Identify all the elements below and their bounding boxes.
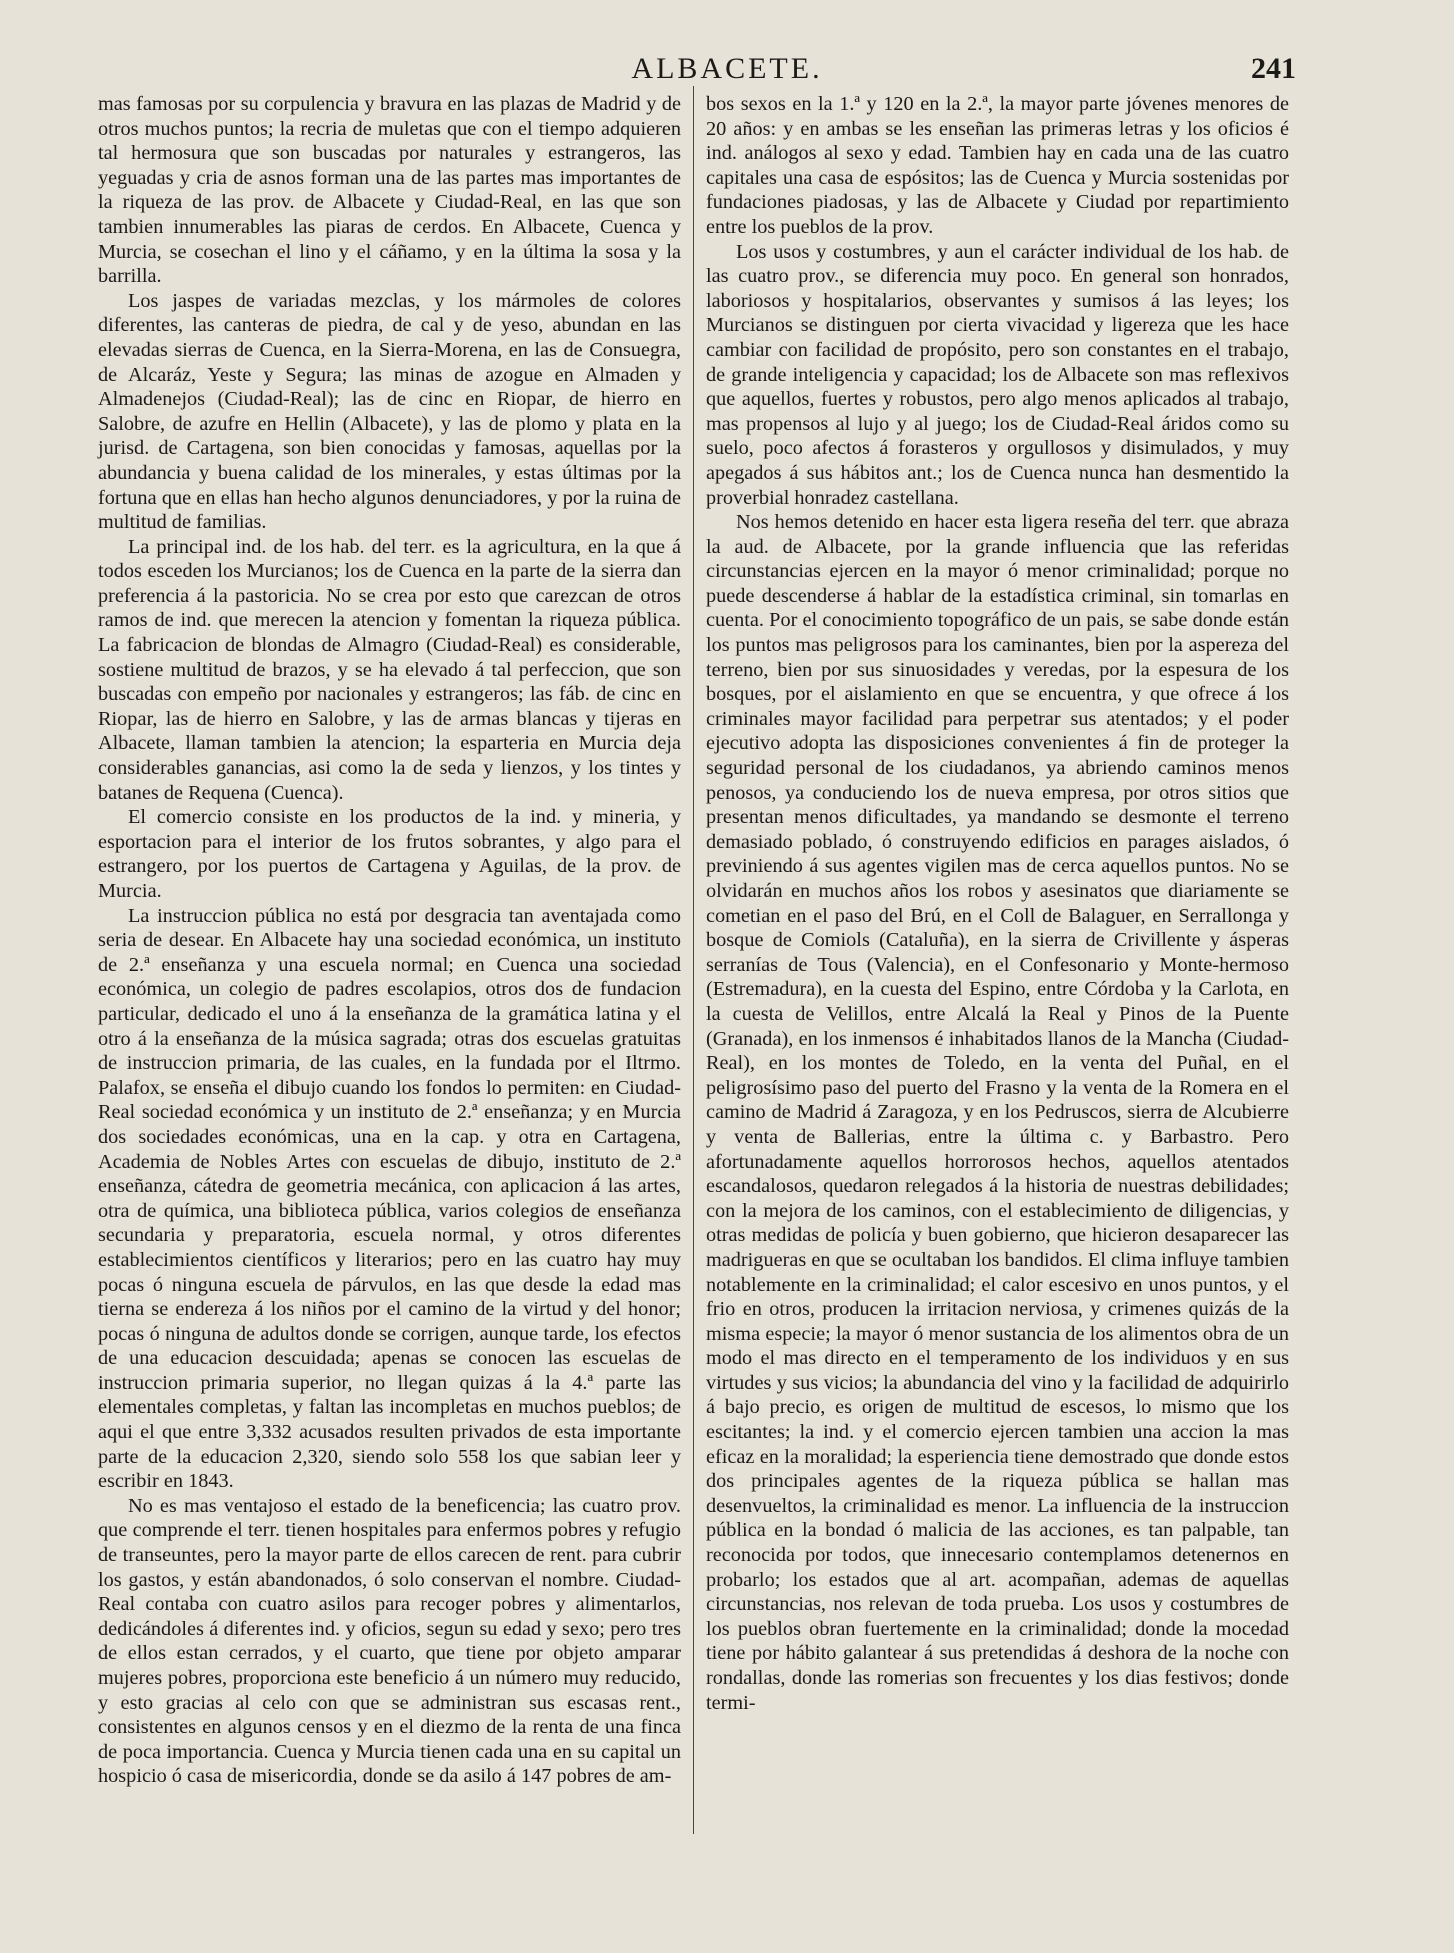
paragraph: La instruccion pública no está por desgracia tan aventajada como seria de desear. En Albacete hay una sociedad económica, un instituto de 2.ª enseñanza y una escuela normal; en Cuenca una sociedad económica, un colegio de padres escolapios, otros dos de fundacion particular, dedicado el uno á la enseñanza de la gramática latina y el otro á la enseñanza de la música sagrada; otras dos escuelas gratuitas de instruccion primaria, de las cuales, en la fundada por el Iltrmo. Palafox, se enseña el dibujo cuando los fondos lo permiten: en Ciudad-Real sociedad económica y un instituto de 2.ª enseñanza; y en Murcia dos sociedades económicas, una en la cap. y otra en Cartagena, Academia de Nobles Artes con escuelas de dibujo, instituto de 2.ª enseñanza, cátedra de geometria mecánica, con aplicacion á las artes, otra de química, una biblioteca pública, varios colegios de enseñanza secundaria y preparatoria, escuela normal, y otros diferentes establecimientos científicos y literarios; pero en las cuatro hay muy pocas ó ninguna escuela de párvulos, en las que desde la edad mas tierna se endereza á los niños por el camino de la virtud y del honor; pocas ó ninguna de adultos donde se corrigen, aunque tarde, los efectos de una educacion descuidada; apenas se conocen las escuelas de instruccion primaria superior, no llegan quizas á la 4.ª parte las elementales completas, y faltan las incompletas en muchos pueblos; de aqui el que entre 3,332 acusados resulten privados de esta importante parte de la educacion 2,320, siendo solo 558 los que sabian leer y escribir en 1843. [98, 904, 681, 1493]
paragraph: El comercio consiste en los productos de la ind. y mineria, y esportacion para el interior de los frutos sobrantes, y algo para el estrangero, por los puertos de Cartagena y Aguilas, de la prov. de Murcia. [98, 806, 681, 902]
paragraph: mas famosas por su corpulencia y bravura en las plazas de Madrid y de otros muchos puntos; la recria de muletas que con el tiempo adquieren tal hermosura que son buscadas por naturales y estrangeros, las yeguadas y cria de asnos forman una de las partes mas importantes de la riqueza de las prov. de Albacete y Ciudad-Real, en las que son tambien innumerables las piaras de cerdos. En Albacete, Cuenca y Murcia, se cosechan el lino y el cáñamo, y en la última la sosa y la barrilla. [98, 93, 681, 288]
paragraph: Nos hemos detenido en hacer esta ligera reseña del terr. que abraza la aud. de Albacete, por la grande influencia que las referidas circunstancias ejercen en la mayor ó menor criminalidad; porque no puede descenderse á hablar de la estadística criminal, sin tomarlas en cuenta. Por el conocimiento topográfico de un pais, se sabe donde están los puntos mas peligrosos para los caminantes, bien por la aspereza del terreno, bien por sus sinuosidades y veredas, por la espesura de los bosques, por el aislamiento en que se encuentra, y que ofrece á los criminales mayor facilidad para perpetrar sus atentados; y el poder ejecutivo adopta las disposiciones convenientes á fin de proteger la seguridad personal de los ciudadanos, ya abriendo caminos menos penosos, ya conduciendo los de nueva empresa, por otros sitios que presentan menos dificultades, ya mandando se desmonte el terreno demasiado poblado, ó construyendo edificios en parages aislados, ó previniendo á sus agentes vigilen mas de cerca aquellos puntos. No se olvidarán en muchos años los robos y asesinatos que diariamente se cometian en el paso del Brú, en el Coll de Balaguer, en Serrallonga y bosque de Comiols (Cataluña), en la sierra de Crivillente y ásperas serranías de Tous (Valencia), en el Confesonario y Monte-hermoso (Estremadura), en la cuesta del Espino, entre Córdoba y la Carlota, en la cuesta de Velillos, entre Alcalá la Real y Pinos de la Puente (Granada), en los inmensos é inhabitados llanos de la Mancha (Ciudad-Real), en los montes de Toledo, en la venta del Puñal, en el peligrosísimo paso del puerto del Frasno y la venta de la Romera en el camino de Madrid á Zaragoza, y en los Pedruscos, sierra de Alcubierre y venta de Ballerias, entre la última c. y Barbastro. Pero afortunadamente aquellos horrorosos hechos, aquellos atentados escandalosos, quedaron relegados á la historia de nuestras debilidades; con la mejora de los caminos, con el establecimiento de diligencias, y otras medidas de policía y buen gobierno, que hicieron desaparecer las madrigueras en que se ocultaban los bandidos. El clima influye tambien notablemente en la criminalidad; el calor escesivo en unos puntos, y el frio en otros, producen la irritacion nerviosa, y crimenes quizás de la misma especie; la mayor ó menor sustancia de los alimentos obra de un modo el mas directo en el temperamento de los individuos y en sus virtudes y sus vicios; la abundancia del vino y la facilidad de adquirirlo á bajo precio, es origen de multitud de escesos, lo mismo que los escitantes; la ind. y el comercio ejercen tambien una accion la mas eficaz en la moralidad; la esperiencia tiene demostrado que donde estos dos principales agentes de la riqueza pública se hallan mas desenvueltos, la criminalidad es menor. La influencia de la instruccion pública en la bondad ó malicia de las acciones, es tan palpable, tan reconocida por todos, que innecesario contemplamos detenernos en probarlo; los estados que al art. acompañan, ademas de aquellas circunstancias, nos relevan de toda prueba. Los usos y costumbres de los pueblos obran fuertemente en la criminalidad; donde la mocedad tiene por hábito galantear á sus pretendidas á deshora de la noche con rondallas, donde las romerias son frecuentes y los dias festivos; donde termi- [706, 511, 1289, 1714]
paragraph: La principal ind. de los hab. del terr. es la agricultura, en la que á todos esceden los Murcianos; los de Cuenca en la parte de la sierra dan preferencia á la pastoricia. No se crea por esto que carezcan de otros ramos de ind. que merecen la atencion y fomentan la riqueza pública. La fabricacion de blondas de Almagro (Ciudad-Real) es considerable, sostiene multitud de brazos, y se ha elevado á tal perfeccion, que son buscadas con empeño por nacionales y estrangeros; las fáb. de cinc en Riopar, las de hierro en Salobre, y las de armas blancas y tijeras en Albacete, llaman tambien la atencion; la esparteria en Murcia deja considerables ganancias, asi como la de seda y lienzos, y los tintes y batanes de Requena (Cuenca). [98, 535, 681, 804]
paragraph: Los usos y costumbres, y aun el carácter individual de los hab. de las cuatro prov., se diferencia muy poco. En general son honrados, laboriosos y hospitalarios, observantes y sumisos á las leyes; los Murcianos se distinguen por cierta vivacidad y ligereza que les hace cambiar con facilidad de propósito, pero son constantes en el trabajo, de grande inteligencia y capacidad; los de Albacete son mas reflexivos que aquellos, fuertes y robustos, pero algo menos aplicados al trabajo, mas propensos al lujo y al juego; los de Ciudad-Real áridos como su suelo, poco afectos á forasteros y orgullosos y disimulados, y muy apegados á sus hábitos ant.; los de Cuenca nunca han desmentido la proverbial honradez castellana. [706, 240, 1289, 509]
paragraph: bos sexos en la 1.ª y 120 en la 2.ª, la mayor parte jóvenes menores de 20 años: y en ambas se les enseñan las primeras letras y los oficios é ind. análogos al sexo y edad. Tambien hay en cada una de las cuatro capitales una casa de espósitos; las de Cuenca y Murcia sostenidas por fundaciones piadosas, y las de Albacete y Ciudad por repartimiento entre los pueblos de la prov. [706, 93, 1289, 238]
column-divider [693, 86, 694, 1834]
paragraph: No es mas ventajoso el estado de la beneficencia; las cuatro prov. que comprende el terr. tienen hospitales para enfermos pobres y refugio de transeuntes, pero la mayor parte de ellos carecen de rent. para cubrir los gastos, y están abandonados, ó solo conservan el nombre. Ciudad-Real contaba con cuatro asilos para recoger pobres y alimentarlos, dedicándoles á diferentes ind. y oficios, segun su edad y sexo; pero tres de ellos estan cerrados, y el cuarto, que tiene por objeto amparar mujeres pobres, proporciona este beneficio á un número muy reducido, y esto gracias al celo con que se administran sus escasas rent., consistentes en algunos censos y en el diezmo de la renta de una finca de poca importancia. Cuenca y Murcia tienen cada una en su capital un hospicio ó casa de misericordia, donde se da asilo á 147 pobres de am- [98, 1494, 681, 1788]
page-heading: ALBACETE. [631, 52, 823, 85]
left-column [98, 92, 681, 1789]
paragraph: Los jaspes de variadas mezclas, y los mármoles de colores diferentes, las canteras de piedra, de cal y de yeso, abundan en las elevadas sierras de Cuenca, en la Sierra-Morena, en las de Consuegra, de Alcaráz, Yeste y Segura; las minas de azogue en Almaden y Almadenejos (Ciudad-Real); las de cinc en Riopar, de hierro en Salobre, de azufre en Hellin (Albacete), y las de plomo y plata en la jurisd. de Cartagena, son bien conocidas y famosas, aquellas por la abundancia y buena calidad de los minerales, y estas últimas por la fortuna que en ellas han hecho algunos denunciadores, y por la ruina de multitud de familias. [98, 289, 681, 534]
page-number: 241 [1251, 52, 1296, 85]
right-column [706, 92, 1289, 1715]
